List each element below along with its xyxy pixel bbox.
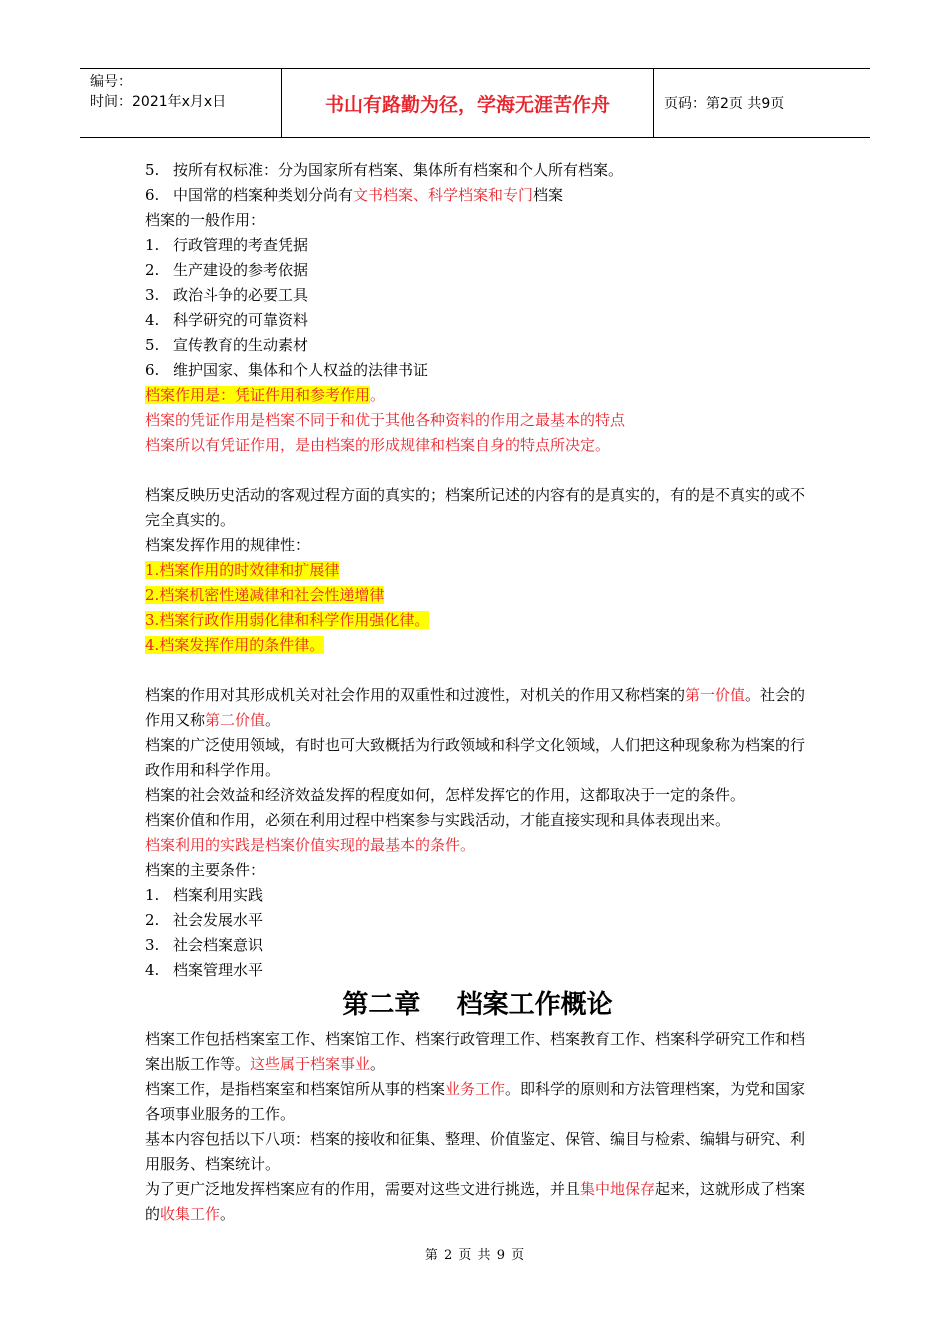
paragraph: 基本内容包括以下八项：档案的接收和征集、整理、价值鉴定、保管、编目与检索、编辑与研究、利用服务、档案统计。 xyxy=(145,1130,806,1173)
list-item: 5. 按所有权标准：分为国家所有档案、集体所有档案和个人所有档案。 xyxy=(145,161,624,179)
list-item: 3. 政治斗争的必要工具 xyxy=(145,286,309,304)
paragraph: 档案的作用对其形成机关对社会作用的双重性和过渡性，对机关的作用又称档案的第一价值。社会的作用又称第二价值。 xyxy=(145,686,806,729)
highlighted-line: 3.档案行政作用弱化律和科学作用强化律。 xyxy=(145,611,430,629)
paragraph: 档案工作包括档案室工作、档案馆工作、档案行政管理工作、档案教育工作、档案科学研究工作和档案出版工作等。这些属于档案事业。 xyxy=(145,1030,806,1073)
highlighted-line: 2.档案机密性递减律和社会性递增律 xyxy=(145,586,385,604)
paragraph: 为了更广泛地发挥档案应有的作用，需要对这些文进行挑选，并且集中地保存起来，这就形成了档案的收集工作。 xyxy=(145,1180,806,1223)
red-line: 档案利用的实践是档案价值实现的最基本的条件。 xyxy=(145,836,476,854)
highlighted-line: 档案作用是：凭证件用和参考作用。 xyxy=(145,386,386,404)
document-body xyxy=(145,158,810,1227)
list-item: 2. 生产建设的参考依据 xyxy=(145,261,309,279)
header-motto: 书山有路勤为径，学海无涯苦作舟 xyxy=(282,69,654,137)
paragraph: 档案的广泛使用领域，有时也可大致概括为行政领域和科学文化领域，人们把这种现象称为档案的行政作用和科学作用。 xyxy=(145,736,806,779)
section-heading: 档案的主要条件： xyxy=(145,861,266,879)
paragraph: 档案价值和作用，必须在利用过程中档案参与实践活动，才能直接实现和具体表现出来。 xyxy=(145,811,731,829)
paragraph: 档案的社会效益和经济效益发挥的程度如何，怎样发挥它的作用，这都取决于一定的条件。 xyxy=(145,786,746,804)
list-item: 4. 科学研究的可靠资料 xyxy=(145,311,309,329)
section-heading: 档案的一般作用： xyxy=(145,211,266,229)
header-time: 时间：2021年x月x日 xyxy=(90,94,227,110)
red-line: 档案所以有凭证作用，是由档案的形成规律和档案自身的特点所决定。 xyxy=(145,436,611,454)
header-number: 编号： xyxy=(90,74,132,90)
list-item: 2. 社会发展水平 xyxy=(145,911,264,929)
chapter-title: 第二章 档案工作概论 xyxy=(342,990,613,1020)
header-page-label: 页码：第2页 共9页 xyxy=(664,96,785,112)
page-header xyxy=(80,68,870,138)
header-meta xyxy=(80,69,282,137)
highlighted-line: 4.档案发挥作用的条件律。 xyxy=(145,636,325,654)
page-footer: 第 2 页 共 9 页 xyxy=(424,1248,526,1263)
list-item: 6. 维护国家、集体和个人权益的法律书证 xyxy=(145,361,429,379)
list-item: 1. 档案利用实践 xyxy=(145,886,264,904)
red-line: 档案的凭证作用是档案不同于和优于其他各种资料的作用之最基本的特点 xyxy=(145,411,626,429)
paragraph: 档案工作，是指档案室和档案馆所从事的档案业务工作。即科学的原则和方法管理档案，为党和国家各项事业服务的工作。 xyxy=(145,1080,806,1123)
list-item: 3. 社会档案意识 xyxy=(145,936,264,954)
list-item: 5. 宣传教育的生动素材 xyxy=(145,336,309,354)
paragraph: 档案反映历史活动的客观过程方面的真实的；档案所记述的内容有的是真实的，有的是不真实的或不完全真实的。 xyxy=(145,486,806,529)
highlighted-line: 1.档案作用的时效律和扩展律 xyxy=(145,561,340,579)
section-heading: 档案发挥作用的规律性： xyxy=(145,536,311,554)
list-item: 6. 中国常的档案种类划分尚有文书档案、科学档案和专门档案 xyxy=(145,186,564,204)
list-item: 1. 行政管理的考查凭据 xyxy=(145,236,309,254)
list-item: 4. 档案管理水平 xyxy=(145,961,264,979)
